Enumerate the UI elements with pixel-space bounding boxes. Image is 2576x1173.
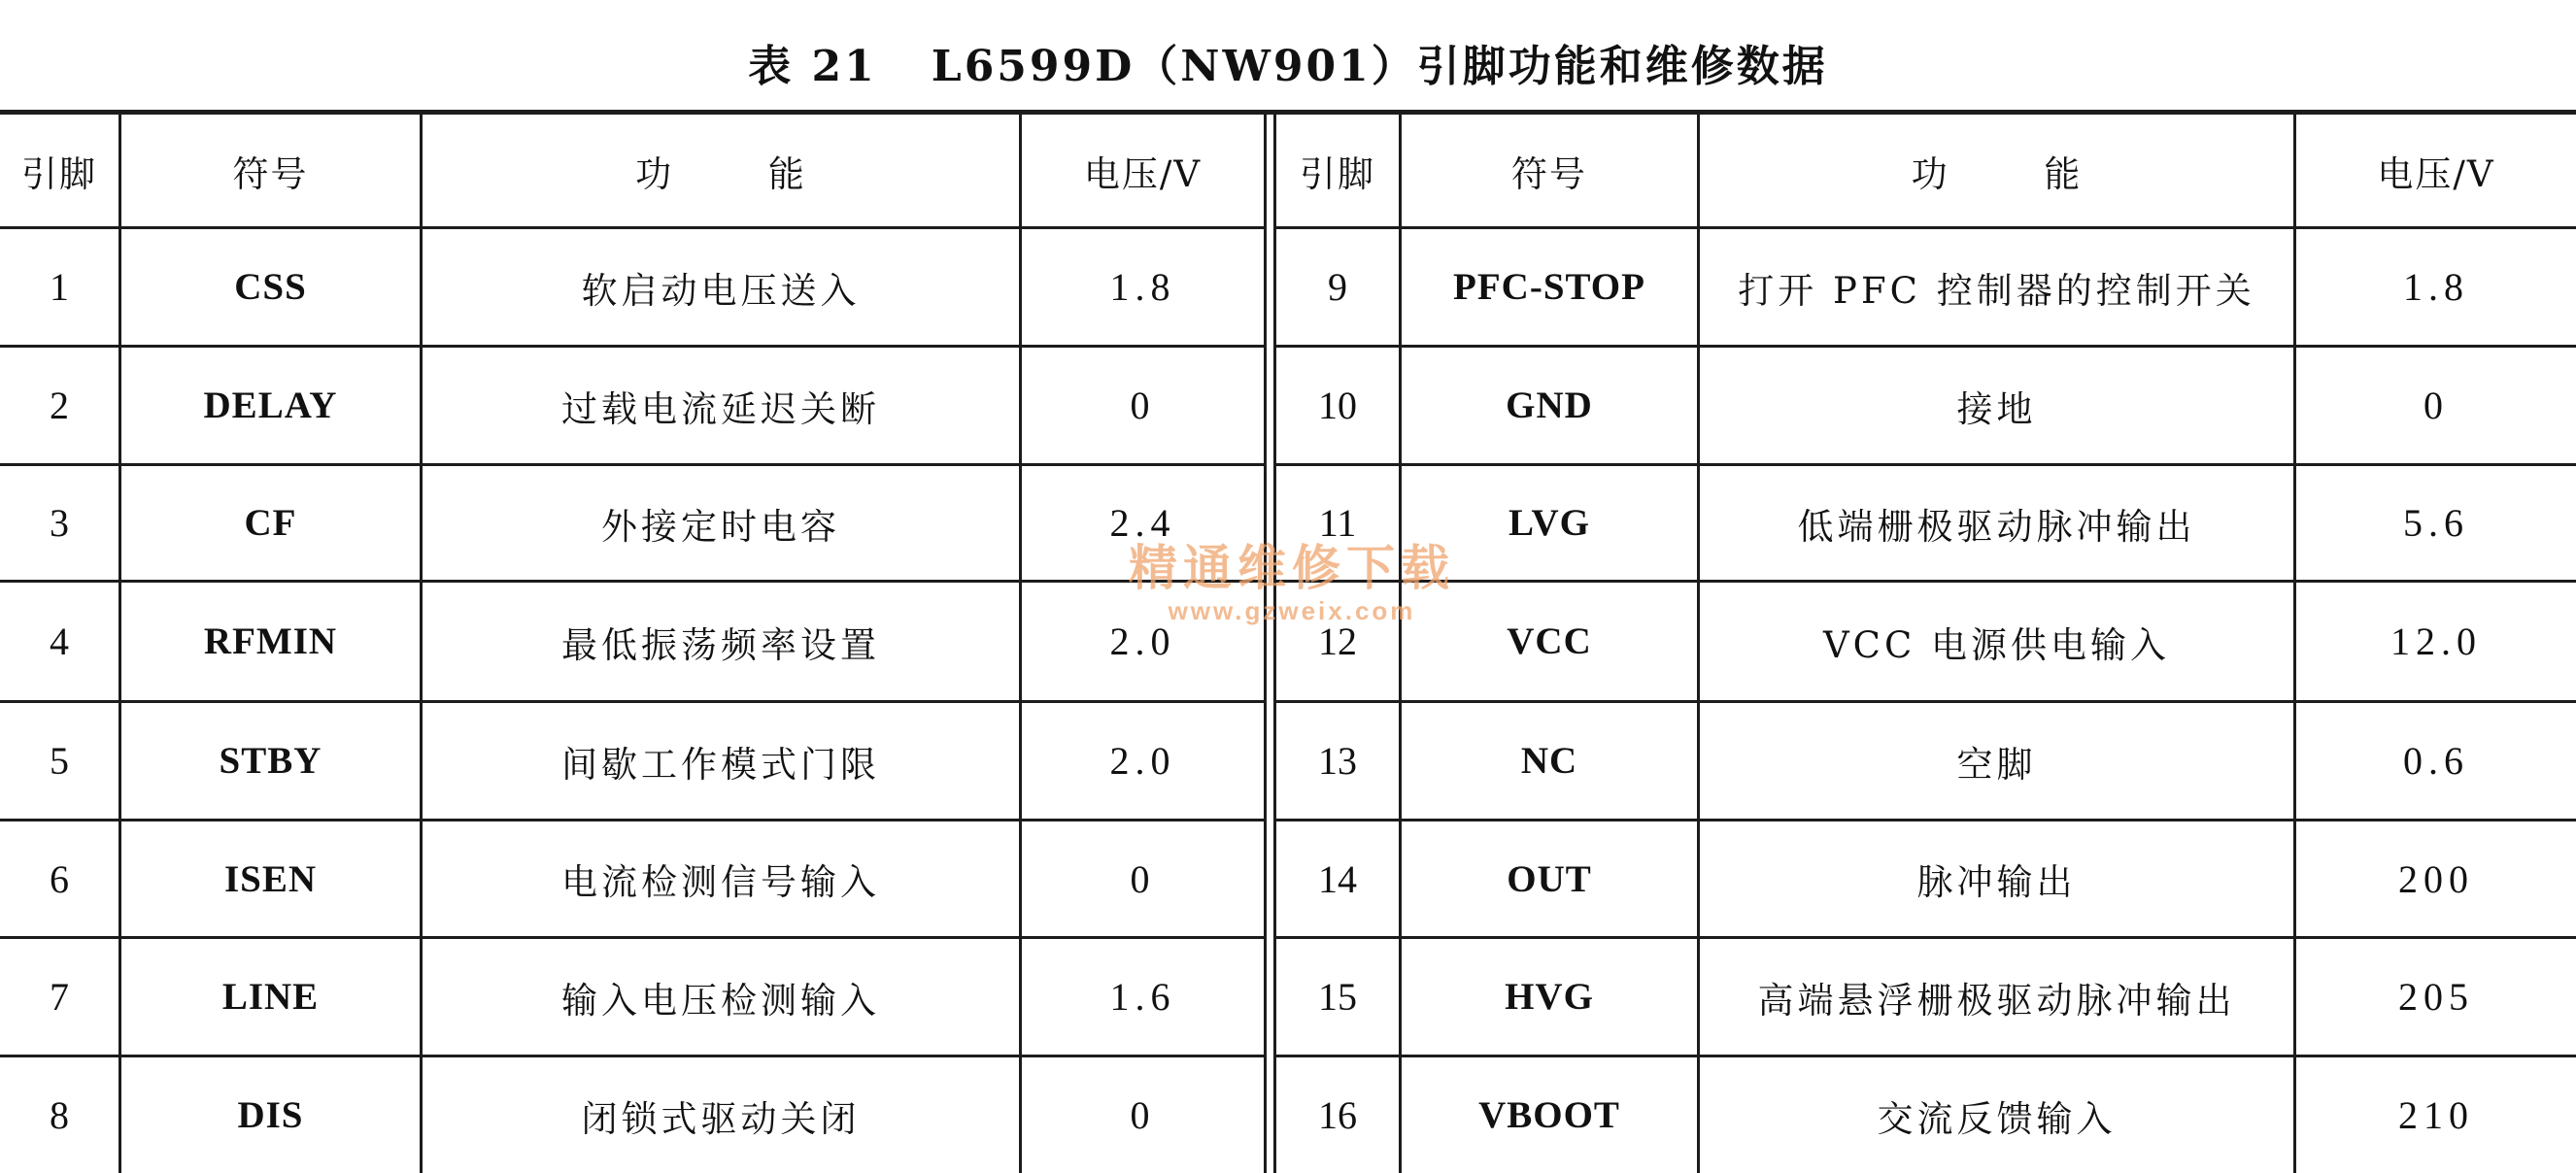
voltage-cell: [1022, 583, 1267, 703]
symbol-cell: [1402, 821, 1700, 939]
function-cell: [423, 348, 1022, 466]
voltage-cell-text: 2.4: [1109, 501, 1176, 545]
pin-cell-text: 16: [1318, 1093, 1357, 1137]
symbol-cell-text: VCC: [1507, 620, 1592, 662]
voltage-cell: [2296, 703, 2576, 821]
function-cell: [423, 939, 1022, 1057]
pin-cell: [0, 583, 121, 703]
pin-cell: [1276, 821, 1402, 939]
symbol-cell: [1402, 229, 1700, 348]
function-cell: [1700, 1057, 2296, 1173]
table-title: [0, 33, 2576, 91]
column-divider: [1267, 348, 1276, 466]
symbol-cell: [121, 1057, 423, 1173]
symbol-cell-text: LINE: [221, 976, 320, 1018]
voltage-cell: [2296, 229, 2576, 348]
symbol-cell-text: ISEN: [223, 857, 318, 900]
pin-cell: [0, 821, 121, 939]
pin-cell: [1276, 583, 1402, 703]
function-cell-text: 过载电流延迟关断: [561, 387, 880, 430]
column-divider: [1267, 1057, 1276, 1173]
symbol-cell-text: VBOOT: [1478, 1094, 1620, 1136]
voltage-cell: [1022, 348, 1267, 466]
voltage-cell-text: 1.6: [1109, 975, 1176, 1019]
voltage-cell-text: 0: [1130, 384, 1156, 427]
symbol-cell: [121, 229, 423, 348]
pin-cell: [1276, 466, 1402, 583]
header-voltage-right: [2296, 115, 2576, 229]
symbol-cell-text: PFC-STOP: [1453, 266, 1645, 308]
symbol-cell: [121, 583, 423, 703]
header-symbol-left: [121, 115, 423, 229]
pin-cell-text: 3: [50, 501, 69, 545]
function-cell: [423, 466, 1022, 583]
function-cell: [423, 821, 1022, 939]
symbol-cell: [1402, 703, 1700, 821]
function-cell: [1700, 229, 2296, 348]
function-cell-text: 空脚: [1956, 743, 2037, 786]
symbol-cell: [1402, 939, 1700, 1057]
function-cell-text: VCC 电源供电输入: [1822, 623, 2171, 666]
symbol-cell-text: RFMIN: [203, 620, 338, 662]
watermark-name: 精通维修下载: [1129, 539, 1455, 596]
voltage-cell-text: 205: [2398, 975, 2474, 1019]
pin-cell: [1276, 703, 1402, 821]
header-function-right-text: 功 能: [1911, 152, 2083, 195]
header-symbol-right-text: 符号: [1511, 152, 1587, 195]
pin-cell-text: 4: [50, 620, 69, 663]
column-divider: [1267, 939, 1276, 1057]
column-divider: [1267, 821, 1276, 939]
pin-cell-text: 14: [1318, 856, 1357, 901]
voltage-cell-text: 0: [2423, 384, 2449, 427]
symbol-cell-text: OUT: [1507, 857, 1592, 900]
symbol-cell-text: CSS: [234, 266, 307, 308]
voltage-cell-text: 1.8: [2403, 265, 2469, 309]
voltage-cell: [1022, 466, 1267, 583]
table-number: 表 21: [748, 42, 877, 91]
function-cell-text: 间歇工作模式门限: [561, 743, 880, 786]
voltage-cell-text: 0: [1130, 856, 1156, 901]
function-cell-text: 打开 PFC 控制器的控制开关: [1738, 269, 2255, 312]
voltage-cell-text: 5.6: [2403, 501, 2469, 545]
pin-cell: [1276, 348, 1402, 466]
voltage-cell: [2296, 821, 2576, 939]
pin-cell-text: 12: [1318, 620, 1357, 663]
voltage-cell: [2296, 583, 2576, 703]
function-cell-text: 电流检测信号输入: [561, 861, 880, 903]
function-cell-text: 输入电压检测输入: [561, 979, 880, 1022]
pin-cell-text: 8: [50, 1093, 69, 1137]
column-divider: [1267, 466, 1276, 583]
voltage-cell: [1022, 229, 1267, 348]
header-pin-right-text: 引脚: [1300, 152, 1375, 195]
voltage-cell: [1022, 1057, 1267, 1173]
function-cell: [1700, 703, 2296, 821]
voltage-cell-text: 1.8: [1109, 265, 1176, 309]
pin-cell-text: 15: [1318, 975, 1357, 1019]
symbol-cell: [121, 939, 423, 1057]
header-voltage-right-text: 电压/V: [2377, 152, 2495, 195]
pin-cell: [1276, 229, 1402, 348]
function-cell-text: 闭锁式驱动关闭: [581, 1097, 861, 1140]
header-pin-right: [1276, 115, 1402, 229]
function-cell: [1700, 939, 2296, 1057]
voltage-cell: [2296, 1057, 2576, 1173]
function-cell-text: 交流反馈输入: [1877, 1097, 2117, 1140]
pin-cell-text: 11: [1318, 501, 1357, 545]
pin-cell: [0, 1057, 121, 1173]
symbol-cell-text: GND: [1506, 385, 1593, 426]
voltage-cell-text: 0.6: [2403, 739, 2469, 783]
voltage-cell-text: 200: [2398, 856, 2474, 901]
column-divider: [1267, 583, 1276, 703]
symbol-cell: [121, 348, 423, 466]
function-cell: [1700, 821, 2296, 939]
function-cell: [423, 703, 1022, 821]
header-voltage-left-text: 电压/V: [1083, 152, 1203, 195]
header-function-left: [423, 115, 1022, 229]
pin-cell-text: 1: [50, 265, 69, 309]
pin-cell: [0, 348, 121, 466]
symbol-cell: [121, 821, 423, 939]
voltage-cell-text: 2.0: [1109, 620, 1176, 663]
voltage-cell: [2296, 348, 2576, 466]
pin-cell-text: 9: [1328, 265, 1347, 309]
voltage-cell-text: 210: [2398, 1093, 2474, 1137]
voltage-cell: [2296, 939, 2576, 1057]
pin-cell-text: 5: [50, 739, 69, 783]
symbol-cell-text: HVG: [1505, 976, 1594, 1018]
voltage-cell-text: 12.0: [2390, 620, 2482, 663]
function-cell-text: 高端悬浮栅极驱动脉冲输出: [1757, 979, 2236, 1022]
header-voltage-left: [1022, 115, 1267, 229]
pin-cell-text: 13: [1318, 739, 1357, 783]
function-cell-text: 外接定时电容: [601, 505, 840, 548]
function-cell: [423, 1057, 1022, 1173]
symbol-cell: [121, 703, 423, 821]
pin-cell: [0, 703, 121, 821]
function-cell-text: 软启动电压送入: [581, 269, 861, 312]
pin-cell-text: 2: [50, 384, 69, 427]
symbol-cell-text: DIS: [237, 1094, 304, 1136]
pin-cell-text: 10: [1318, 384, 1357, 427]
function-cell: [1700, 583, 2296, 703]
voltage-cell: [2296, 466, 2576, 583]
pin-cell-text: 7: [50, 975, 69, 1019]
header-symbol-left-text: 符号: [232, 152, 309, 195]
header-function-right: [1700, 115, 2296, 229]
voltage-cell: [1022, 703, 1267, 821]
symbol-cell-text: NC: [1520, 740, 1578, 782]
symbol-cell-text: STBY: [219, 740, 322, 782]
symbol-cell: [1402, 348, 1700, 466]
symbol-cell: [1402, 466, 1700, 583]
symbol-cell-text: LVG: [1508, 502, 1590, 544]
table-title-text: L6599D（NW901）引脚功能和维修数据: [931, 42, 1828, 91]
function-cell: [1700, 348, 2296, 466]
function-cell-text: 脉冲输出: [1916, 861, 2077, 903]
pin-cell: [0, 229, 121, 348]
column-divider: [1267, 703, 1276, 821]
function-cell: [423, 583, 1022, 703]
voltage-cell-text: 0: [1130, 1093, 1156, 1137]
voltage-cell: [1022, 939, 1267, 1057]
column-divider: [1267, 229, 1276, 348]
watermark-url: www.gzweix.com: [1168, 596, 1416, 625]
pin-cell: [0, 466, 121, 583]
voltage-cell-text: 2.0: [1109, 739, 1176, 783]
function-cell: [1700, 466, 2296, 583]
function-cell-text: 低端栅极驱动脉冲输出: [1797, 505, 2196, 548]
symbol-cell-text: CF: [244, 502, 297, 544]
pin-function-table: [0, 110, 2576, 1173]
symbol-cell: [1402, 583, 1700, 703]
function-cell-text: 最低振荡频率设置: [561, 623, 880, 666]
pin-cell: [0, 939, 121, 1057]
symbol-cell: [1402, 1057, 1700, 1173]
pin-cell: [1276, 1057, 1402, 1173]
symbol-cell: [121, 466, 423, 583]
pin-cell-text: 6: [50, 856, 69, 901]
pin-cell: [1276, 939, 1402, 1057]
function-cell: [423, 229, 1022, 348]
header-pin-left-text: 引脚: [21, 152, 97, 195]
symbol-cell-text: DELAY: [203, 385, 338, 426]
function-cell-text: 接地: [1956, 387, 2037, 430]
voltage-cell: [1022, 821, 1267, 939]
column-divider: [1267, 115, 1276, 229]
header-symbol-right: [1402, 115, 1700, 229]
header-pin-left: [0, 115, 121, 229]
header-function-left-text: 功 能: [635, 152, 806, 195]
